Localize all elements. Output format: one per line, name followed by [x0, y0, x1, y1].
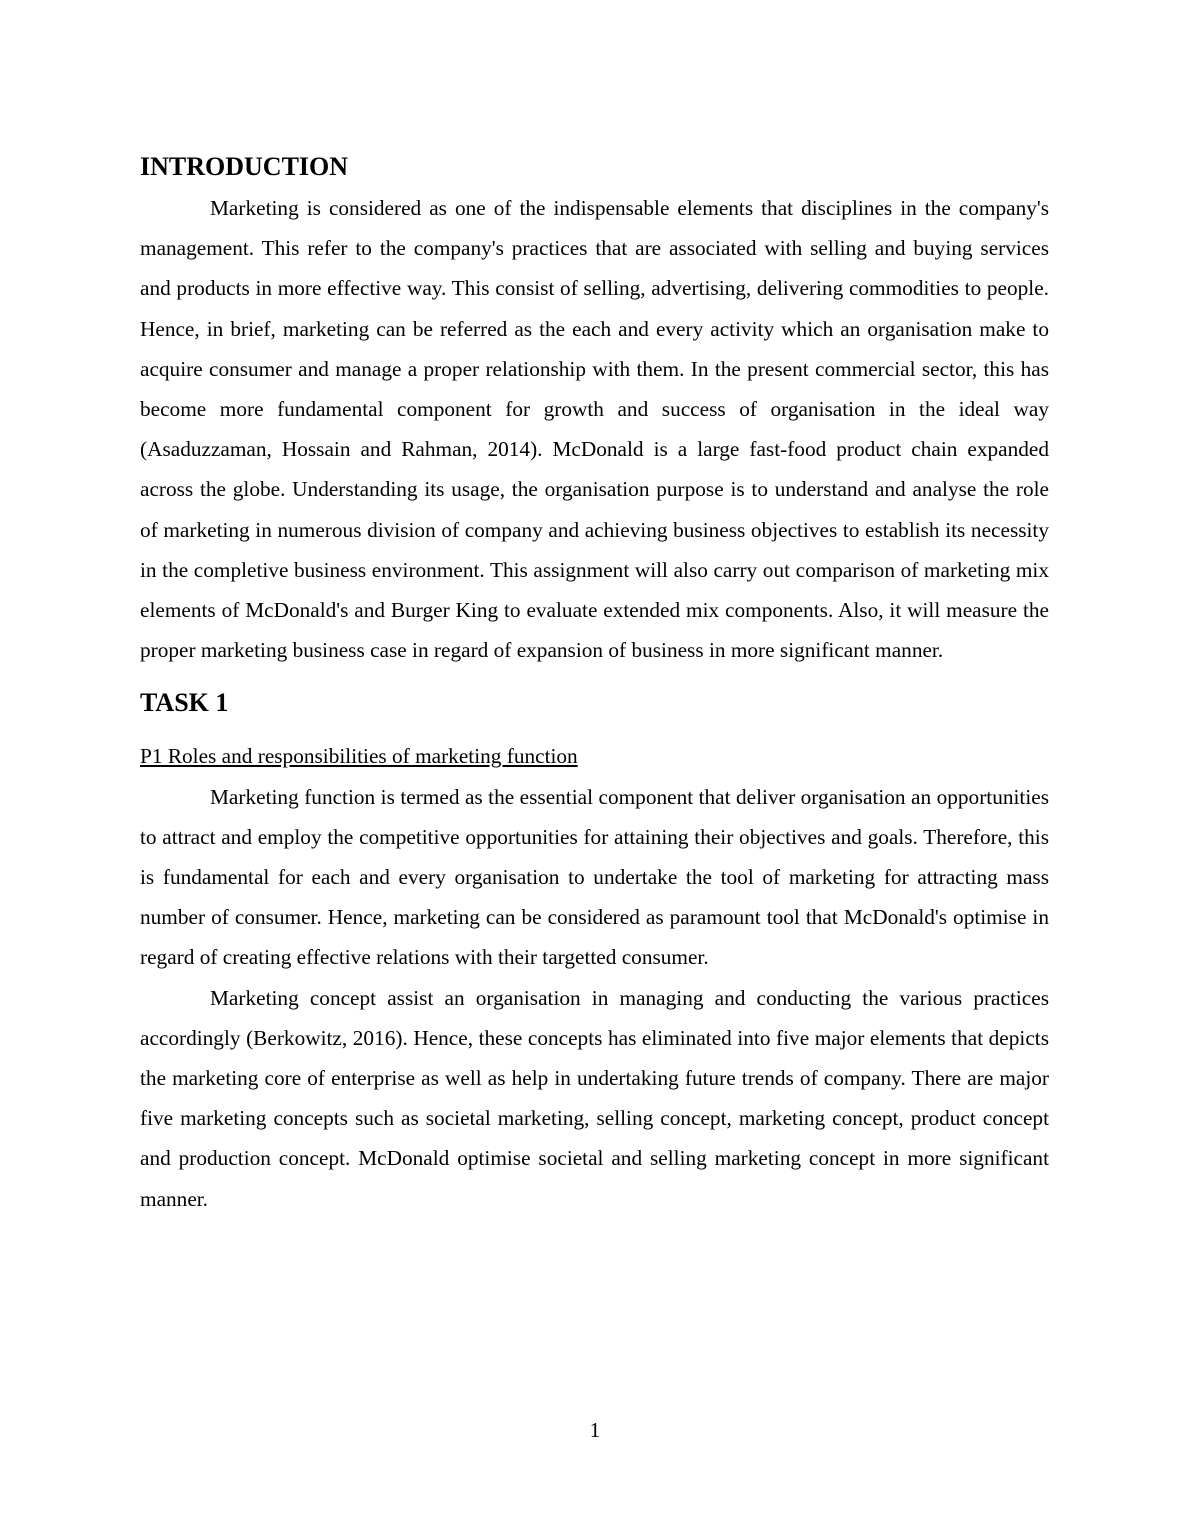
task-1-heading: TASK 1 — [140, 688, 229, 718]
page-content — [140, 150, 1049, 1219]
introduction-heading: INTRODUCTION — [140, 152, 349, 181]
p1-paragraph-marketing-function: Marketing function is termed as the essential component that deliver organisation an opportunities to attract and employ the competitive opportunities for attaining their objectives and goals. Therefore, this is fundamental for each and every organisation to undertake the tool of marketing for attracting mass number of consumer. Hence, marketing can be considered as paramount tool that McDonald's optimise in regard of creating effective relations with their targetted consumer. — [140, 784, 1049, 970]
introduction-paragraph: Marketing is considered as one of the indispensable elements that disciplines in the company's management. This refer to the company's practices that are associated with selling and buying services and products in more effective way. This consist of selling, advertising, delivering commodities to people. Hence, in brief, marketing can be referred as the each and every activity which an organisation make to acquire consumer and manage a proper relationship with them. In the present commercial sector, this has become more fundamental component for growth and success of organisation in the ideal way (Asaduzzaman, Hossain and Rahman, 2014). McDonald is a large fast-food product chain expanded across the globe. Understanding its usage, the organisation purpose is to understand and analyse the role of marketing in numerous division of company and achieving business objectives to establish its necessity in the completive business environment. This assignment will also carry out comparison of marketing mix elements of McDonald's and Burger King to evaluate extended mix components. Also, it will measure the proper marketing business case in regard of expansion of business in more significant manner. — [140, 196, 1049, 663]
p1-subheading: P1 Roles and responsibilities of marketing function — [140, 744, 578, 769]
page-number: 1 — [589, 1418, 601, 1442]
p1-paragraph-marketing-concept: Marketing concept assist an organisation in managing and conducting the various practices accordingly (Berkowitz, 2016). Hence, these concepts has eliminated into five major elements that depicts the marketing core of enterprise as well as help in undertaking future trends of company. There are major five marketing concepts such as societal marketing, selling concept, marketing concept, product concept and production concept. McDonald optimise societal and selling marketing concept in more significant manner. — [140, 985, 1049, 1211]
